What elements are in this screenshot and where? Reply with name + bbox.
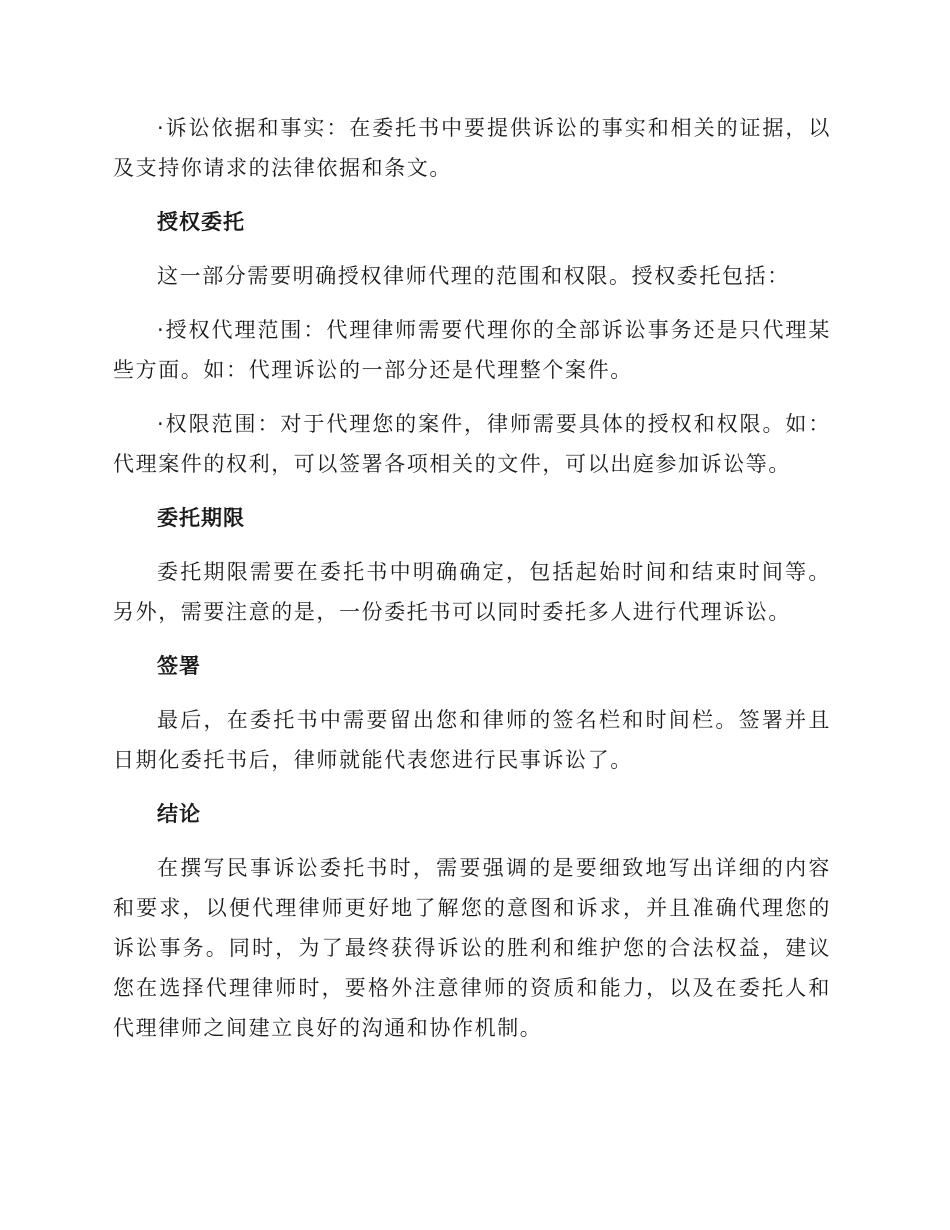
heading-authorization: 授权委托 <box>157 210 245 234</box>
heading-term: 委托期限 <box>157 506 245 530</box>
bullet-litigation-basis: ·诉讼依据和事实：在委托书中要提供诉讼的事实和相关的证据，以及支持你请求的法律依据和条文。 <box>113 116 831 180</box>
bullet-permission-scope: ·权限范围：对于代理您的案件，律师需要具体的授权和权限。如：代理案件的权利，可以签署各项相关的文件，可以出庭参加诉讼等。 <box>113 412 831 476</box>
heading-conclusion: 结论 <box>157 802 201 826</box>
heading-signing: 签署 <box>157 654 201 678</box>
paragraph-signing: 最后，在委托书中需要留出您和律师的签名栏和时间栏。签署并且日期化委托书后，律师就能代表您进行民事诉讼了。 <box>113 708 831 772</box>
document-page <box>113 108 831 1062</box>
paragraph-conclusion: 在撰写民事诉讼委托书时，需要强调的是要细致地写出详细的内容和要求，以便代理律师更好地了解您的意图和诉求，并且准确代理您的诉讼事务。同时，为了最终获得诉讼的胜利和维护您的合法权益，建议您在选择代理律师时，要格外注意律师的资质和能力，以及在委托人和代理律师之间建立良好的沟通和协作机制。 <box>113 856 831 1040</box>
bullet-authorization-scope: ·授权代理范围：代理律师需要代理你的全部诉讼事务还是只代理某些方面。如：代理诉讼的一部分还是代理整个案件。 <box>113 318 831 382</box>
paragraph-term: 委托期限需要在委托书中明确确定，包括起始时间和结束时间等。另外，需要注意的是，一份委托书可以同时委托多人进行代理诉讼。 <box>113 560 831 624</box>
paragraph-authorization-intro: 这一部分需要明确授权律师代理的范围和权限。授权委托包括： <box>157 264 790 288</box>
